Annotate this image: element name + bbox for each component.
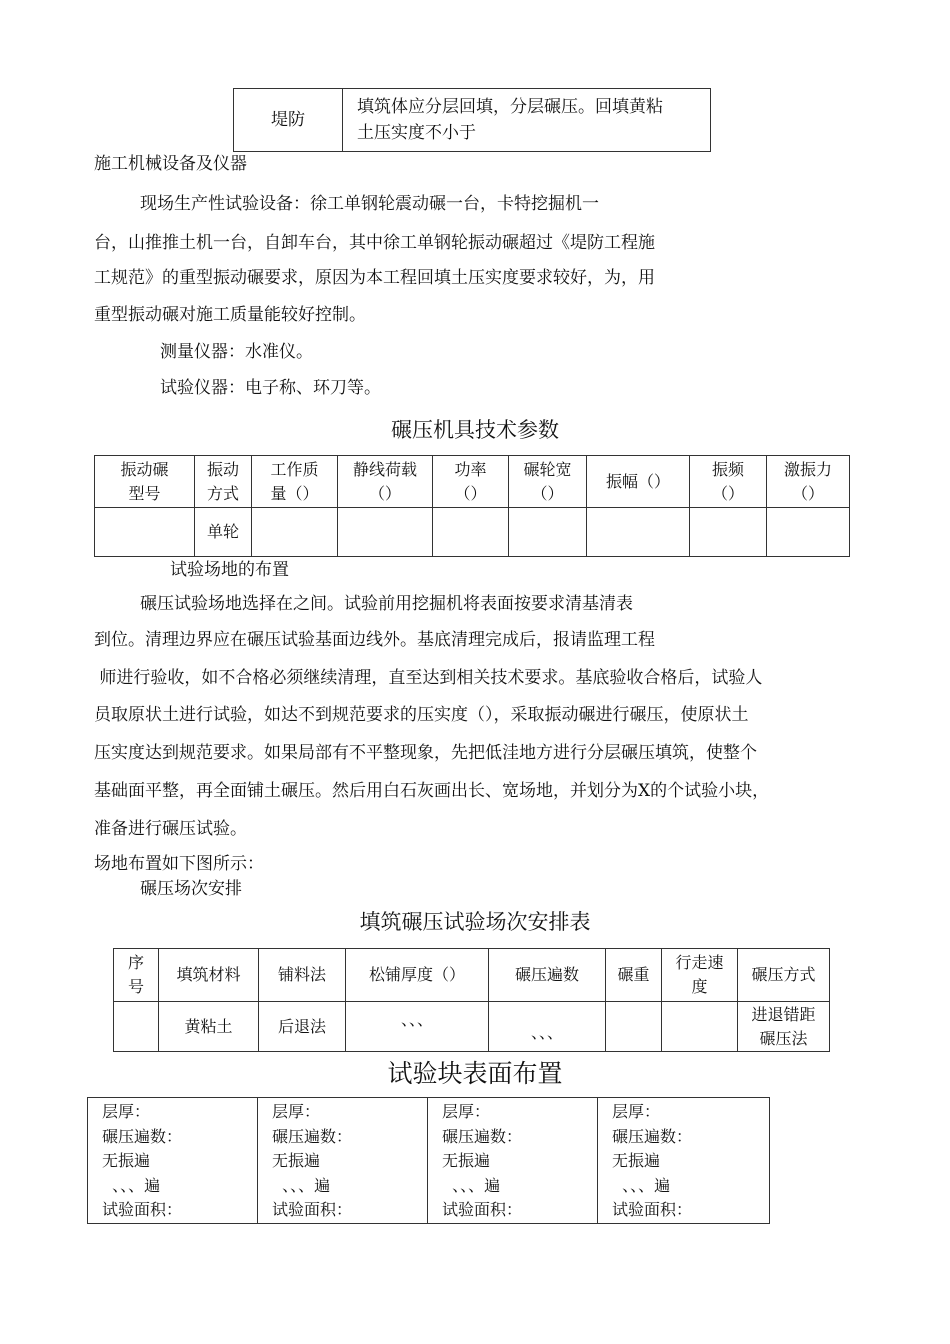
header-travel-speed: 行走速 度 (662, 949, 738, 1002)
header-roller-weight: 碾重 (606, 949, 662, 1002)
header-spread-method: 铺料法 (259, 949, 346, 1002)
cell-amplitude (587, 508, 690, 557)
equipment-para-line1: 现场生产性试验设备：徐工单钢轮震动碾一台，卡特挖掘机一 (140, 194, 599, 214)
cell-seq (114, 1002, 159, 1052)
site-para-line6: 基础面平整，再全面铺土碾压。然后用白石灰画出长、宽场地，并划分为X的个试验小块， (94, 781, 770, 801)
cell-passes: 、、、 (489, 1002, 606, 1052)
site-para-line5: 压实度达到规范要求。如果局部有不平整现象，先把低洼地方进行分层碾压填筑，使整个 (94, 743, 757, 763)
cell-material: 黄粘土 (159, 1002, 259, 1052)
equipment-para-line2: 台，山推推土机一台，自卸车台，其中徐工单钢轮振动碾超过《堤防工程施 (94, 233, 655, 253)
header-frequency: 振频 （） (690, 456, 767, 508)
header-roller-model: 振动碾 型号 (95, 456, 195, 508)
header-amplitude: 振幅（） (587, 456, 690, 508)
test-block-2: 层厚： 碾压遍数： 无振遍 、、、遍 试验面积： (258, 1098, 428, 1224)
schedule-table (113, 948, 830, 1052)
equipment-heading: 施工机械设备及仪器 (94, 154, 247, 174)
roller-params-title: 碾压机具技术参数 (391, 418, 559, 442)
header-drum-width: 碾轮宽 （） (509, 456, 587, 508)
dike-requirement-line2: 土压实度不小于 (357, 123, 476, 143)
header-static-linear-load: 静线荷载 （） (338, 456, 433, 508)
test-instruments: 试验仪器：电子称、环刀等。 (160, 378, 381, 398)
measuring-instruments: 测量仪器：水准仪。 (160, 342, 313, 362)
equipment-para-line4: 重型振动碾对施工质量能较好控制。 (94, 305, 366, 325)
block-layout-title: 试验块表面布置 (387, 1059, 563, 1088)
roller-params-table (94, 455, 850, 557)
site-para-line7: 准备进行碾压试验。 (94, 819, 247, 839)
cell-power (433, 508, 509, 557)
cell-compaction-mode: 进退错距 碾压法 (738, 1002, 830, 1052)
header-vibration-mode: 振动 方式 (195, 456, 252, 508)
cell-roller-weight (606, 1002, 662, 1052)
test-block-4: 层厚： 碾压遍数： 无振遍 、、、遍 试验面积： (598, 1098, 770, 1224)
cell-loose-thickness: 、、、 (346, 1002, 489, 1052)
header-material: 填筑材料 (159, 949, 259, 1002)
cell-drum-width (509, 508, 587, 557)
test-block-1: 层厚： 碾压遍数： 无振遍 、、、遍 试验面积： (88, 1098, 258, 1224)
cell-working-mass (252, 508, 338, 557)
header-loose-thickness: 松铺厚度（） (346, 949, 489, 1002)
header-exciting-force: 激振力 （） (767, 456, 850, 508)
dike-requirement-line1: 填筑体应分层回填，分层碾压。回填黄粘 (357, 97, 663, 117)
cell-static-load (338, 508, 433, 557)
header-seq: 序 号 (114, 949, 159, 1002)
cell-vibration-mode: 单轮 (195, 508, 252, 557)
equipment-para-line3: 工规范》的重型振动碾要求，原因为本工程回填土压实度要求较好，为，用 (94, 268, 655, 288)
layout-note: 场地布置如下图所示： (94, 854, 264, 874)
schedule-heading: 碾压场次安排 (140, 879, 242, 899)
cell-frequency (690, 508, 767, 557)
test-block-3: 层厚： 碾压遍数： 无振遍 、、、遍 试验面积： (428, 1098, 598, 1224)
header-working-mass: 工作质 量（） (252, 456, 338, 508)
cell-model (95, 508, 195, 557)
site-para-line4: 员取原状土进行试验，如达不到规范要求的压实度（），采取振动碾进行碾压，使原状土 (94, 705, 749, 725)
cell-exciting-force (767, 508, 850, 557)
site-para-line1: 碾压试验场地选择在之间。试验前用挖掘机将表面按要求清基清表 (140, 594, 633, 614)
header-power: 功率 （） (433, 456, 509, 508)
schedule-table-title: 填筑碾压试验场次安排表 (359, 910, 591, 934)
block-layout-table (87, 1097, 770, 1224)
dike-requirement-table (233, 88, 711, 152)
header-compaction-mode: 碾压方式 (738, 949, 830, 1002)
header-passes: 碾压遍数 (489, 949, 606, 1002)
dike-label: 堤防 (234, 89, 343, 152)
site-layout-heading: 试验场地的布置 (170, 560, 289, 580)
cell-travel-speed (662, 1002, 738, 1052)
dike-requirement-cell (343, 89, 711, 152)
site-para-line3: 师进行验收，如不合格必须继续清理，直至达到相关技术要求。基底验收合格后，试验人 (94, 668, 763, 688)
site-para-line2: 到位。清理边界应在碾压试验基面边线外。基底清理完成后，报请监理工程 (94, 630, 655, 650)
cell-spread-method: 后退法 (259, 1002, 346, 1052)
